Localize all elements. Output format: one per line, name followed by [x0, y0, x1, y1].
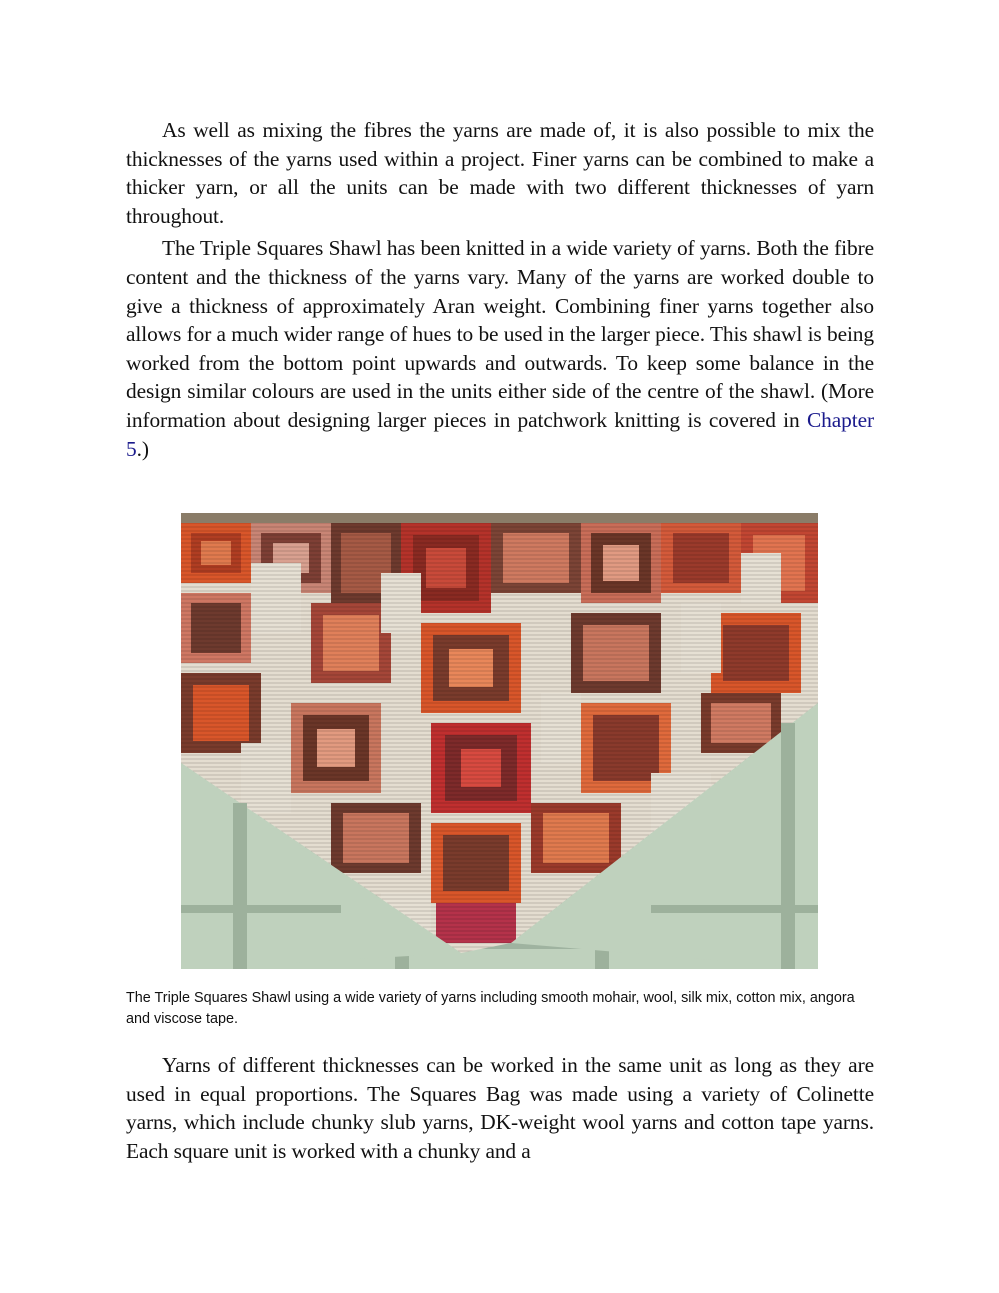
figure-caption: The Triple Squares Shawl using a wide variety of yarns including smooth mohair, wool, silk mix, cotton mix, angora and viscose tape. — [126, 990, 855, 1027]
body-text-top — [126, 116, 874, 467]
paragraph-2 — [126, 234, 874, 463]
paragraph-1: As well as mixing the fibres the yarns are made of, it is also possible to mix the thicknesses of the yarns used within a project. Finer yarns can be combined to make a thicker yarn, or all the units can be made with two different thicknesses of yarn throughout. — [126, 118, 874, 228]
body-text-bottom — [126, 1051, 874, 1169]
chapter-5-link[interactable]: Chapter 5 — [126, 407, 874, 461]
shawl-photo-illustration — [181, 513, 818, 969]
paragraph-2-end: .) — [136, 436, 149, 461]
shawl-photo — [181, 513, 818, 969]
paragraph-2-text: The Triple Squares Shawl has been knitted in a wide variety of yarns. Both the fibre content and the thickness of the yarns vary. Many of the yarns are worked double to give a thickness of approximately Aran weight. Combining finer yarns together also allows for a much wider range of hues to be used in the larger piece. This shawl is being worked from the bottom point upwards and outwards. To keep some balance in the design similar colours are used in the units either side of the centre of the shawl. (More information about designing larger pieces in patchwork knitting is covered in — [126, 236, 874, 432]
paragraph-3: Yarns of different thicknesses can be worked in the same unit as long as they are used in equal proportions. The Squares Bag was made using a variety of Colinette yarns, which include chunky slub yarns, DK-weight wool yarns and cotton tape yarns. Each square unit is worked with a chunky and a — [126, 1053, 874, 1163]
